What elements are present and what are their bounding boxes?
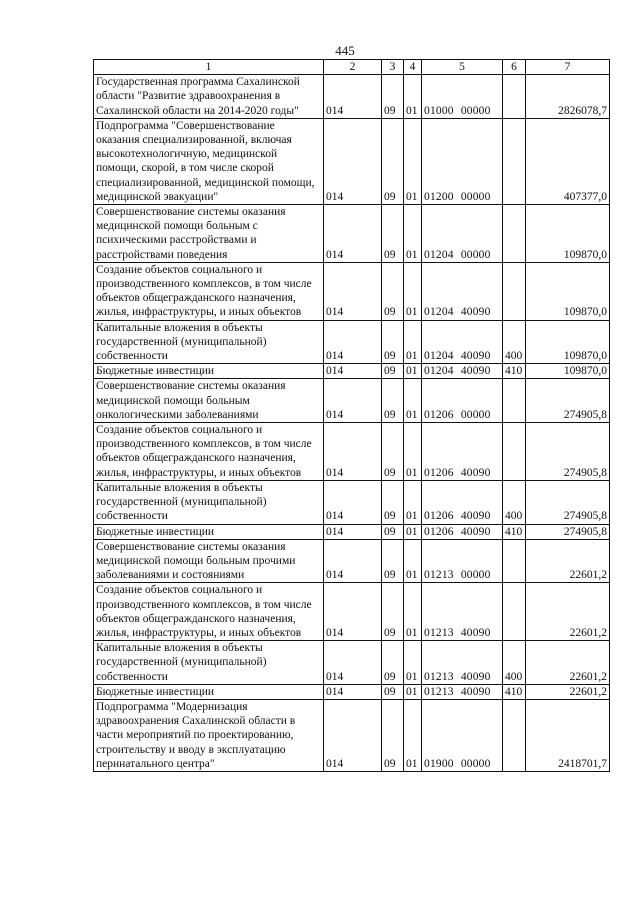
row-target-code: 01206 40090 bbox=[422, 524, 503, 539]
row-subsection: 01 bbox=[404, 262, 422, 320]
table-row bbox=[94, 75, 610, 119]
row-amount: 2418701,7 bbox=[526, 699, 610, 771]
row-section: 09 bbox=[382, 539, 404, 583]
row-ministry: 014 bbox=[324, 364, 382, 379]
row-expense-type bbox=[503, 423, 526, 481]
row-target-code: 01204 40090 bbox=[422, 364, 503, 379]
row-expense-type bbox=[503, 75, 526, 119]
row-subsection: 01 bbox=[404, 583, 422, 641]
row-name: Государственная программа Сахалинской области "Развитие здравоохранения в Сахалинской области на 2014-2020 годы" bbox=[94, 75, 324, 119]
table-row bbox=[94, 320, 610, 364]
table-row bbox=[94, 379, 610, 423]
row-expense-type: 410 bbox=[503, 524, 526, 539]
row-expense-type bbox=[503, 539, 526, 583]
row-ministry: 014 bbox=[324, 118, 382, 204]
row-target-code: 01206 00000 bbox=[422, 379, 503, 423]
row-amount: 109870,0 bbox=[526, 320, 610, 364]
table-row bbox=[94, 364, 610, 379]
page-number: 445 bbox=[335, 43, 355, 58]
row-amount: 274905,8 bbox=[526, 480, 610, 524]
row-expense-type bbox=[503, 699, 526, 771]
row-subsection: 01 bbox=[404, 480, 422, 524]
table-row bbox=[94, 539, 610, 583]
row-target-code: 01204 40090 bbox=[422, 320, 503, 364]
row-amount: 407377,0 bbox=[526, 118, 610, 204]
row-name: Капитальные вложения в объекты государственной (муниципальной) собственности bbox=[94, 480, 324, 524]
row-section: 09 bbox=[382, 379, 404, 423]
row-section: 09 bbox=[382, 262, 404, 320]
row-section: 09 bbox=[382, 480, 404, 524]
row-target-code: 01213 40090 bbox=[422, 641, 503, 685]
row-name: Бюджетные инвестиции bbox=[94, 684, 324, 699]
row-section: 09 bbox=[382, 684, 404, 699]
row-expense-type: 410 bbox=[503, 684, 526, 699]
row-section: 09 bbox=[382, 364, 404, 379]
row-ministry: 014 bbox=[324, 262, 382, 320]
row-amount: 22601,2 bbox=[526, 583, 610, 641]
row-ministry: 014 bbox=[324, 75, 382, 119]
header-col-7: 7 bbox=[526, 60, 610, 75]
row-section: 09 bbox=[382, 118, 404, 204]
header-col-2: 2 bbox=[324, 60, 382, 75]
row-subsection: 01 bbox=[404, 684, 422, 699]
row-amount: 22601,2 bbox=[526, 684, 610, 699]
row-ministry: 014 bbox=[324, 205, 382, 263]
row-amount: 274905,8 bbox=[526, 524, 610, 539]
row-ministry: 014 bbox=[324, 641, 382, 685]
row-ministry: 014 bbox=[324, 423, 382, 481]
row-target-code: 01206 40090 bbox=[422, 480, 503, 524]
row-section: 09 bbox=[382, 524, 404, 539]
row-ministry: 014 bbox=[324, 583, 382, 641]
row-subsection: 01 bbox=[404, 423, 422, 481]
row-subsection: 01 bbox=[404, 699, 422, 771]
row-subsection: 01 bbox=[404, 75, 422, 119]
row-amount: 109870,0 bbox=[526, 205, 610, 263]
row-ministry: 014 bbox=[324, 684, 382, 699]
table-row bbox=[94, 524, 610, 539]
row-section: 09 bbox=[382, 320, 404, 364]
table-row bbox=[94, 262, 610, 320]
header-col-1: 1 bbox=[94, 60, 324, 75]
row-subsection: 01 bbox=[404, 539, 422, 583]
row-expense-type bbox=[503, 205, 526, 263]
header-col-6: 6 bbox=[503, 60, 526, 75]
row-ministry: 014 bbox=[324, 524, 382, 539]
row-amount: 274905,8 bbox=[526, 379, 610, 423]
row-name: Совершенствование системы оказания медицинской помощи больным с психическими расстройствами и расстройствами поведения bbox=[94, 205, 324, 263]
row-name: Совершенствование системы оказания медицинской помощи больным онкологическими заболеваниями bbox=[94, 379, 324, 423]
row-target-code: 01000 00000 bbox=[422, 75, 503, 119]
table-row bbox=[94, 699, 610, 771]
row-name: Капитальные вложения в объекты государственной (муниципальной) собственности bbox=[94, 320, 324, 364]
header-col-5: 5 bbox=[422, 60, 503, 75]
header-row bbox=[94, 60, 610, 75]
row-section: 09 bbox=[382, 641, 404, 685]
row-name: Создание объектов социального и производственного комплексов, в том числе объектов общегражданского назначения, жилья, инфраструктуры, и иных объектов bbox=[94, 262, 324, 320]
row-target-code: 01213 00000 bbox=[422, 539, 503, 583]
row-expense-type: 410 bbox=[503, 364, 526, 379]
header-col-3: 3 bbox=[382, 60, 404, 75]
row-section: 09 bbox=[382, 583, 404, 641]
table-row bbox=[94, 641, 610, 685]
row-target-code: 01213 40090 bbox=[422, 684, 503, 699]
table-row bbox=[94, 684, 610, 699]
row-amount: 109870,0 bbox=[526, 364, 610, 379]
row-expense-type bbox=[503, 379, 526, 423]
table-row bbox=[94, 205, 610, 263]
row-subsection: 01 bbox=[404, 524, 422, 539]
row-ministry: 014 bbox=[324, 320, 382, 364]
row-amount: 109870,0 bbox=[526, 262, 610, 320]
row-section: 09 bbox=[382, 205, 404, 263]
header-col-4: 4 bbox=[404, 60, 422, 75]
row-target-code: 01213 40090 bbox=[422, 583, 503, 641]
row-subsection: 01 bbox=[404, 379, 422, 423]
row-name: Капитальные вложения в объекты государственной (муниципальной) собственности bbox=[94, 641, 324, 685]
row-subsection: 01 bbox=[404, 641, 422, 685]
budget-table bbox=[93, 59, 610, 772]
row-expense-type: 400 bbox=[503, 320, 526, 364]
row-expense-type bbox=[503, 262, 526, 320]
row-name: Подпрограмма "Модернизация здравоохранения Сахалинской области в части мероприятий по проектированию, строительству и вводу в эксплуатацию перинатального центра" bbox=[94, 699, 324, 771]
table-row bbox=[94, 118, 610, 204]
table-row bbox=[94, 423, 610, 481]
row-expense-type: 400 bbox=[503, 641, 526, 685]
row-expense-type bbox=[503, 118, 526, 204]
row-target-code: 01204 00000 bbox=[422, 205, 503, 263]
row-section: 09 bbox=[382, 423, 404, 481]
row-ministry: 014 bbox=[324, 480, 382, 524]
row-amount: 22601,2 bbox=[526, 539, 610, 583]
row-section: 09 bbox=[382, 75, 404, 119]
row-target-code: 01900 00000 bbox=[422, 699, 503, 771]
row-amount: 22601,2 bbox=[526, 641, 610, 685]
row-name: Бюджетные инвестиции bbox=[94, 524, 324, 539]
row-ministry: 014 bbox=[324, 699, 382, 771]
row-section: 09 bbox=[382, 699, 404, 771]
row-amount: 274905,8 bbox=[526, 423, 610, 481]
row-expense-type: 400 bbox=[503, 480, 526, 524]
table-row bbox=[94, 480, 610, 524]
row-subsection: 01 bbox=[404, 364, 422, 379]
row-name: Создание объектов социального и производственного комплексов, в том числе объектов общегражданского назначения, жилья, инфраструктуры, и иных объектов bbox=[94, 583, 324, 641]
row-ministry: 014 bbox=[324, 379, 382, 423]
row-name: Совершенствование системы оказания медицинской помощи больным прочими заболеваниями и состояниями bbox=[94, 539, 324, 583]
table-row bbox=[94, 583, 610, 641]
row-subsection: 01 bbox=[404, 118, 422, 204]
row-target-code: 01204 40090 bbox=[422, 262, 503, 320]
row-target-code: 01200 00000 bbox=[422, 118, 503, 204]
row-target-code: 01206 40090 bbox=[422, 423, 503, 481]
row-subsection: 01 bbox=[404, 205, 422, 263]
row-amount: 2826078,7 bbox=[526, 75, 610, 119]
row-name: Бюджетные инвестиции bbox=[94, 364, 324, 379]
row-subsection: 01 bbox=[404, 320, 422, 364]
row-expense-type bbox=[503, 583, 526, 641]
row-name: Подпрограмма "Совершенствование оказания специализированной, включая высокотехнологичную, медицинской помощи, скорой, в том числе скорой специализированной, медицинской помощи, медицинской эвакуации" bbox=[94, 118, 324, 204]
row-ministry: 014 bbox=[324, 539, 382, 583]
row-name: Создание объектов социального и производственного комплексов, в том числе объектов общегражданского назначения, жилья, инфраструктуры, и иных объектов bbox=[94, 423, 324, 481]
